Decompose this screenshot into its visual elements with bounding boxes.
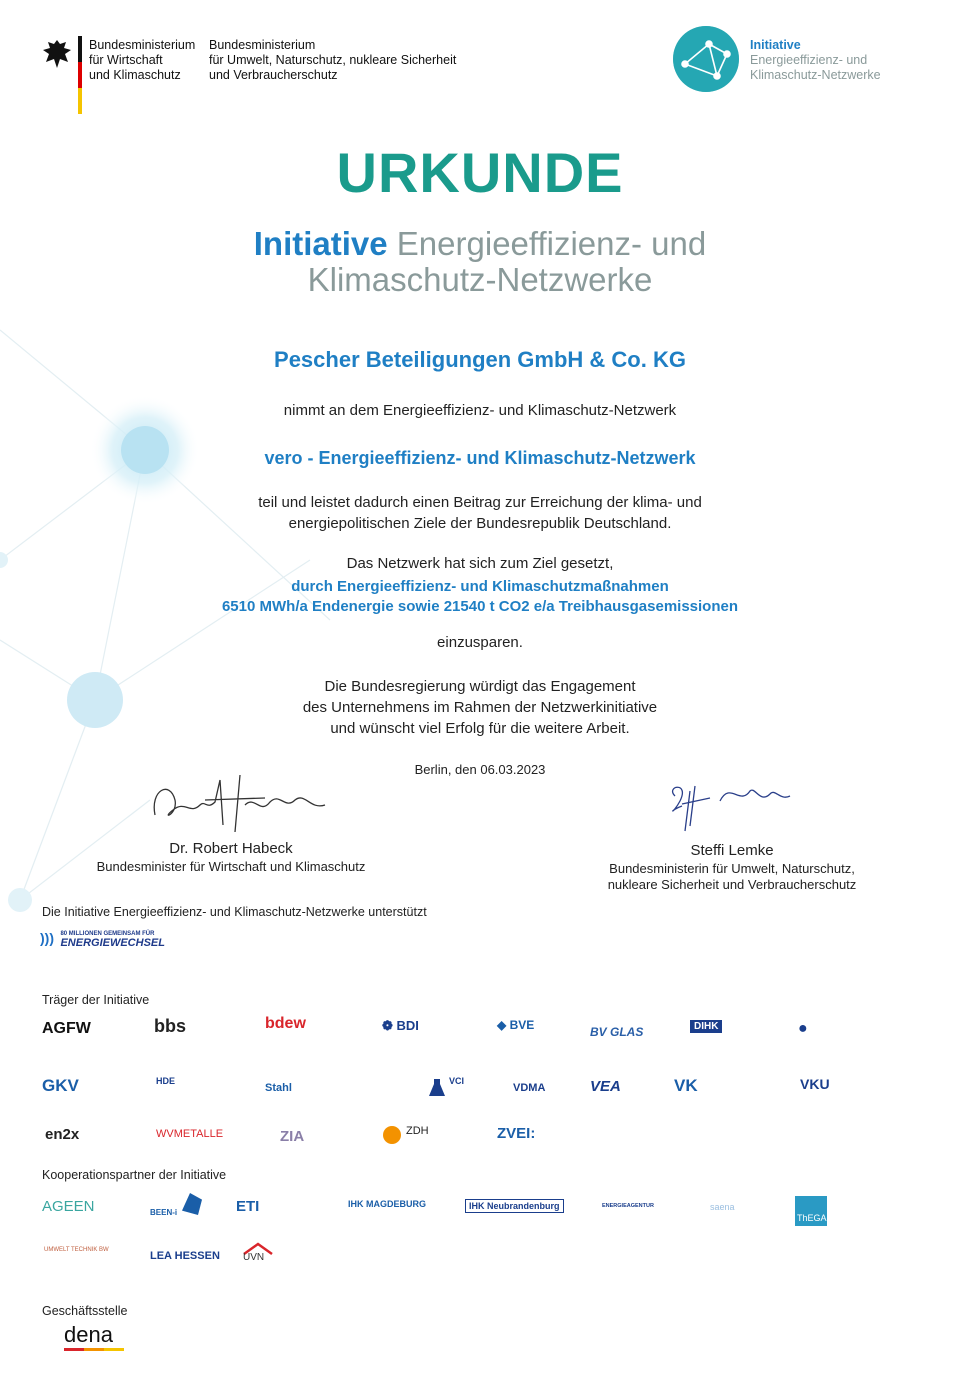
initiative-logo-line3: Klimaschutz-Netzwerke bbox=[750, 68, 881, 82]
logo-bve-text: BVE bbox=[509, 1018, 535, 1032]
logo-zdh: ZDH bbox=[406, 1125, 429, 1137]
logo-energieagentur: ENERGIEAGENTUR bbox=[602, 1203, 654, 1209]
logo-zvei: ZVEI: bbox=[497, 1125, 536, 1142]
traeger-label: Träger der Initiative bbox=[42, 993, 150, 1007]
logo-lea-hessen: LEA HESSEN bbox=[150, 1250, 220, 1262]
logo-vik: VK bbox=[674, 1076, 698, 1095]
logo-ageen: AGEEN bbox=[42, 1198, 95, 1215]
ministry-bmwk: Bundesministerium für Wirtschaft und Klimaschutz bbox=[89, 38, 196, 82]
text-participates: nimmt an dem Energieeffizienz- und Klimaschutz-Netzwerk bbox=[283, 402, 677, 419]
logo-gkv: GKV bbox=[42, 1076, 79, 1095]
logo-dihk: DIHK bbox=[690, 1020, 722, 1033]
logo-wvmetalle: WVMETALLE bbox=[156, 1128, 224, 1140]
text-contribution-line1: teil und leistet dadurch einen Beitrag zur Erreichung der klima- und bbox=[258, 494, 702, 511]
logo-hde: HDE bbox=[156, 1076, 176, 1086]
subtitle-rest: Energieeffizienz- und bbox=[396, 225, 707, 262]
logo-zia: ZIA bbox=[280, 1128, 305, 1145]
signer-right-name: Steffi Lemke bbox=[690, 842, 774, 859]
initiative-logo-line1: Initiative bbox=[750, 38, 801, 52]
logo-bdi: ❁ BDI bbox=[382, 1018, 419, 1033]
signer-right-role-line1: Bundesministerin für Umwelt, Naturschutz, bbox=[609, 861, 855, 876]
certificate-subtitle bbox=[0, 226, 960, 262]
logo-vci-text: VCI bbox=[449, 1076, 465, 1086]
kooperation-label: Kooperationspartner der Initiative bbox=[42, 1168, 227, 1182]
logo-bdi-text: BDI bbox=[396, 1018, 419, 1033]
initiative-logo-line2: Energieeffizienz- und bbox=[750, 53, 868, 67]
text-government-line1: Die Bundesregierung würdigt das Engagement bbox=[324, 678, 636, 695]
logo-vku: VKU bbox=[800, 1076, 830, 1092]
energiewechsel-logo bbox=[40, 930, 165, 948]
dena-logo bbox=[64, 1322, 124, 1351]
goal-line2: 6510 MWh/a Endenergie sowie 21540 t CO2 e/a Treibhausgasemissionen bbox=[221, 598, 739, 615]
logo-circle: ● bbox=[798, 1020, 808, 1037]
logo-umwelttechnik-bw: UMWELT TECHNIK BW bbox=[44, 1247, 109, 1253]
logo-ihk-magdeburg: IHK MAGDEBURG bbox=[348, 1199, 426, 1209]
initiative-globe-icon bbox=[671, 24, 741, 94]
flag-bar-black bbox=[78, 36, 82, 62]
geschaeftsstelle-label: Geschäftsstelle bbox=[42, 1304, 128, 1318]
logo-zdh-icon bbox=[383, 1126, 401, 1144]
signer-left-name: Dr. Robert Habeck bbox=[169, 840, 293, 857]
logo-thega: ThEGA bbox=[797, 1213, 827, 1223]
logo-vea: VEA bbox=[590, 1078, 621, 1095]
text-contribution-line2: energiepolitischen Ziele der Bundesrepublik Deutschland. bbox=[288, 515, 672, 532]
logo-stahl: Stahl bbox=[265, 1082, 292, 1094]
logo-agfw: AGFW bbox=[42, 1020, 91, 1037]
logo-vci-flask-icon bbox=[428, 1078, 446, 1098]
dena-logo-text: dena bbox=[64, 1322, 113, 1347]
company-name: Pescher Beteiligungen GmbH & Co. KG bbox=[274, 347, 686, 372]
supporters-label: Die Initiative Energieeffizienz- und Klimaschutz-Netzwerke unterstützt bbox=[42, 905, 427, 919]
text-government-line2: des Unternehmens im Rahmen der Netzwerkinitiative bbox=[302, 699, 658, 716]
signature-lemke bbox=[660, 776, 800, 838]
logo-ihk-neubrandenburg: IHK Neubrandenburg bbox=[465, 1199, 564, 1213]
goal-text bbox=[0, 577, 960, 617]
text-contribution bbox=[0, 492, 960, 534]
initiative-logo-text bbox=[750, 38, 881, 83]
energiewechsel-big: ENERGIEWECHSEL bbox=[60, 937, 165, 949]
logo-thega-box bbox=[795, 1196, 827, 1226]
logo-bdew: bdew bbox=[265, 1015, 306, 1032]
subtitle-initiative: Initiative bbox=[253, 225, 388, 262]
logo-uvn: UVN bbox=[243, 1252, 265, 1263]
flag-bar-gold bbox=[78, 88, 82, 114]
place-date: Berlin, den 06.03.2023 bbox=[414, 762, 546, 777]
subtitle-line2: Klimaschutz-Netzwerke bbox=[307, 261, 653, 298]
signer-left-role: Bundesminister für Wirtschaft und Klimaschutz bbox=[96, 859, 366, 874]
logo-en2x: en2x bbox=[45, 1126, 80, 1143]
text-goal-intro: Das Netzwerk hat sich zum Ziel gesetzt, bbox=[346, 555, 614, 572]
text-save: einzusparen. bbox=[437, 634, 523, 651]
certificate-title: URKUNDE bbox=[336, 141, 624, 204]
signer-right-role-line2: nukleare Sicherheit und Verbraucherschutz bbox=[607, 877, 857, 892]
logo-saena: saena bbox=[710, 1202, 735, 1212]
energiewechsel-small: 80 MILLIONEN GEMEINSAM FÜR bbox=[60, 931, 155, 937]
logo-been-i: BEEN-i bbox=[150, 1208, 178, 1217]
logo-bbs: bbs bbox=[154, 1016, 187, 1036]
logo-vdma: VDMA bbox=[513, 1082, 546, 1094]
network-name: vero - Energieeffizienz- und Klimaschutz-Netzwerk bbox=[264, 448, 696, 468]
signature-habeck bbox=[145, 770, 335, 842]
flag-bar-red bbox=[78, 62, 82, 88]
logo-bve: ◆ BVE bbox=[497, 1018, 535, 1032]
goal-line1: durch Energieeffizienz- und Klimaschutzmaßnahmen bbox=[291, 578, 669, 595]
logo-bvglas: BV GLAS bbox=[590, 1025, 644, 1039]
text-government-line3: und wünscht viel Erfolg für die weitere Arbeit. bbox=[330, 720, 630, 737]
signer-right-role bbox=[595, 861, 869, 893]
federal-eagle-icon bbox=[42, 38, 72, 70]
logo-eti: ETI bbox=[236, 1198, 260, 1215]
text-government bbox=[0, 676, 960, 739]
energiewechsel-arrows-icon: ))) bbox=[40, 930, 54, 946]
ministry-bmuv: Bundesministerium für Umwelt, Naturschutz, nukleare Sicherheit und Verbraucherschutz bbox=[209, 38, 457, 82]
